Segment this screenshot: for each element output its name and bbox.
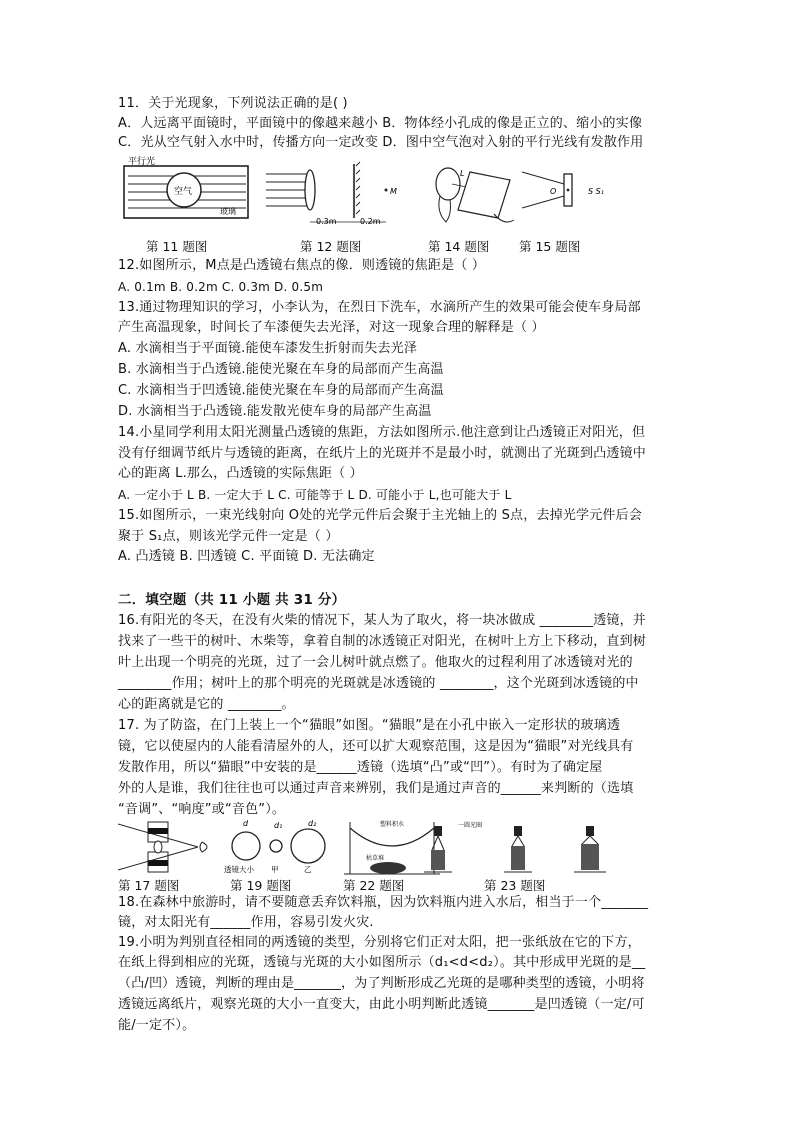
- fig23-circle-label: 一圆光圈: [458, 822, 483, 829]
- q13-option-c: C. 水滴相当于凹透镜.能使光聚在车身的局部而产生高温: [118, 383, 444, 398]
- q16-line-5: 心的距离就是它的 ________。: [118, 697, 295, 712]
- caption-fig11: 第 11 题图: [146, 239, 208, 254]
- q18-line-2: 镜，对太阳光有______作用，容易引发火灾.: [118, 915, 374, 930]
- fig19-jia-label: 甲: [271, 865, 279, 874]
- figure-row-2: [118, 820, 678, 876]
- q13-option-a: A. 水滴相当于平面镜.能使车漆发生折射而失去光泽: [118, 341, 418, 356]
- q13-option-b: B. 水滴相当于凸透镜.能使光聚在车身的局部而产生高温: [118, 362, 444, 377]
- fig22-water-label: 塑料积水: [380, 821, 405, 828]
- fig19-label-d1: d₁: [274, 821, 283, 830]
- q12-options: A. 0.1m B. 0.2m C. 0.3m D. 0.5m: [118, 280, 324, 294]
- q16-line-4: ________作用；树叶上的那个明亮的光斑就是冰透镜的 ________，这个光斑到冰透镜的中: [118, 676, 639, 691]
- fig12-distance-2: 0.2m: [360, 217, 381, 226]
- q19-line-4: 透镜远离纸片，观察光斑的大小一直变大，由此小明判断此透镜_______是凹透镜（一定/可: [118, 997, 645, 1012]
- q11-options-cd: C．光从空气射入水中时，传播方向一定改变 D．图中空气泡对入射的平行光线有发散作用: [118, 135, 644, 150]
- caption-fig22: 第 22 题图: [343, 878, 405, 893]
- caption-fig23: 第 23 题图: [484, 878, 546, 893]
- fig22-plastic-water: [344, 820, 440, 874]
- q19-line-2: 在纸上得到相应的光斑，透镜与光斑的大小如图所示（d₁<d<d₂）。其中形成甲光斑的是__: [118, 955, 646, 970]
- fig12-distance-1: 0.3m: [316, 217, 337, 226]
- fig11-air-label: 空气: [174, 187, 193, 197]
- fig19-yi-label: 乙: [304, 865, 312, 874]
- q16-line-2: 找来了一些干的树叶、木柴等，拿着自制的冰透镜正对阳光，在树叶上方上下移动，直到树: [118, 634, 647, 649]
- q15-options: A. 凸透镜 B. 凹透镜 C. 平面镜 D. 无法确定: [118, 549, 375, 564]
- q17-line-4: 外的人是谁，我们往往也可以通过声音来辨别，我们是通过声音的______来判断的（选填: [118, 781, 634, 796]
- fig14-sun-lens-paper: [436, 168, 514, 222]
- q18-line-1: 18.在森林中旅游时，请不要随意丢弃饮料瓶，因为饮料瓶内进入水后，相当于一个_______: [118, 895, 649, 910]
- q11-options-ab: A．人远离平面镜时，平面镜中的像越来越小 B．物体经小孔成的像是正立的、缩小的实像: [118, 116, 643, 131]
- q13-stem-1: 13.通过物理知识的学习，小李认为，在烈日下洗车，水滴所产生的效果可能会使车身局部: [118, 300, 641, 315]
- q16-line-3: 叶上出现一个明亮的光斑，过了一会儿树叶就点燃了。他取火的过程利用了冰透镜对光的: [118, 655, 633, 670]
- q14-stem-3: 心的距离 L.那么，凸透镜的实际焦距（ ）: [118, 466, 363, 481]
- fig19-label-d: d: [243, 820, 249, 828]
- fig11-glass-label: 玻璃: [220, 207, 236, 216]
- q13-stem-2: 产生高温现象，时间长了车漆便失去光泽，对这一现象合理的解释是（ ）: [118, 320, 545, 335]
- fig12-lens-mirror: [266, 162, 397, 226]
- fig11-light-label: 平行光: [128, 157, 156, 167]
- fig15-label-s: S S₁: [588, 187, 604, 196]
- q11-stem: 11．关于光现象，下列说法正确的是( ): [118, 96, 348, 111]
- caption-fig17: 第 17 题图: [118, 878, 180, 893]
- q19-line-5: 能/一定不）。: [118, 1018, 196, 1033]
- q17-line-2: 镜，它以使屋内的人能看清屋外的人，还可以扩大观察范围，这是因为“猫眼”对光线具有: [118, 739, 634, 754]
- fig15-optical-element: [522, 172, 604, 208]
- fig23-bottles: [424, 821, 606, 876]
- q17-line-3: 发散作用，所以“猫眼”中安装的是______透镜（选填“凸”或“凹”）。有时为了确定屋: [118, 760, 603, 775]
- q19-line-1: 19.小明为判别直径相同的两透镜的类型，分别将它们正对太阳，把一张纸放在它的下方，: [118, 935, 641, 950]
- fig19-label-d2: d₂: [308, 820, 317, 828]
- fig12-point-m: M: [390, 187, 397, 196]
- q15-stem-1: 15.如图所示，一束光线射向 O处的光学元件后会聚于主光轴上的 S点，去掉光学元件后会: [118, 508, 643, 523]
- fig11-glass-block: [124, 156, 248, 218]
- q14-stem-1: 14.小星同学利用太阳光测量凸透镜的焦距，方法如图所示.他注意到让凸透镜正对阳光，但: [118, 425, 646, 440]
- q16-line-1: 16.有阳光的冬天，在没有火柴的情况下，某人为了取火，将一块冰做成 ________透镜，并: [118, 613, 647, 628]
- q15-stem-2: 聚于 S₁点，则该光学元件一定是（ ）: [118, 529, 339, 544]
- fig19-lens-spots: [224, 820, 325, 874]
- fig15-label-o: O: [550, 187, 557, 196]
- q14-stem-2: 没有仔细调节纸片与透镜的距离，在纸片上的光斑并不是最小时，就测出了光斑到凸透镜中: [118, 446, 647, 461]
- q12-stem: 12.如图所示，M点是凸透镜右焦点的像．则透镜的焦距是（ ）: [118, 258, 486, 273]
- fig17-peephole: [118, 822, 207, 872]
- q17-line-5: “音调”、“响度”或“音色”）。: [118, 802, 286, 817]
- caption-fig19: 第 19 题图: [230, 878, 292, 893]
- q13-option-d: D. 水滴相当于凸透镜.能发散光使车身的局部产生高温: [118, 404, 432, 419]
- figure-row-1: [118, 156, 678, 236]
- section-2-title: 二．填空题（共 11 小题 共 31 分）: [118, 592, 346, 608]
- fig19-lens-label: 透镜大小: [224, 865, 254, 874]
- caption-fig15: 第 15 题图: [519, 239, 581, 254]
- caption-fig12: 第 12 题图: [300, 239, 362, 254]
- fig22-grass-label: 枯草堆: [366, 855, 385, 862]
- q19-line-3: （凸/凹）透镜，判断的理由是_______，为了判断形成乙光斑的是哪种类型的透镜，小明将: [118, 976, 645, 991]
- fig14-label-l: L: [460, 169, 465, 178]
- caption-fig14: 第 14 题图: [428, 239, 490, 254]
- q14-options: A. 一定小于 L B. 一定大于 L C. 可能等于 L D. 可能小于 L,也可能大于 L: [118, 488, 512, 502]
- q17-line-1: 17. 为了防盗，在门上装上一个“猫眼”如图。“猫眼”是在小孔中嵌入一定形状的玻璃透: [118, 718, 621, 733]
